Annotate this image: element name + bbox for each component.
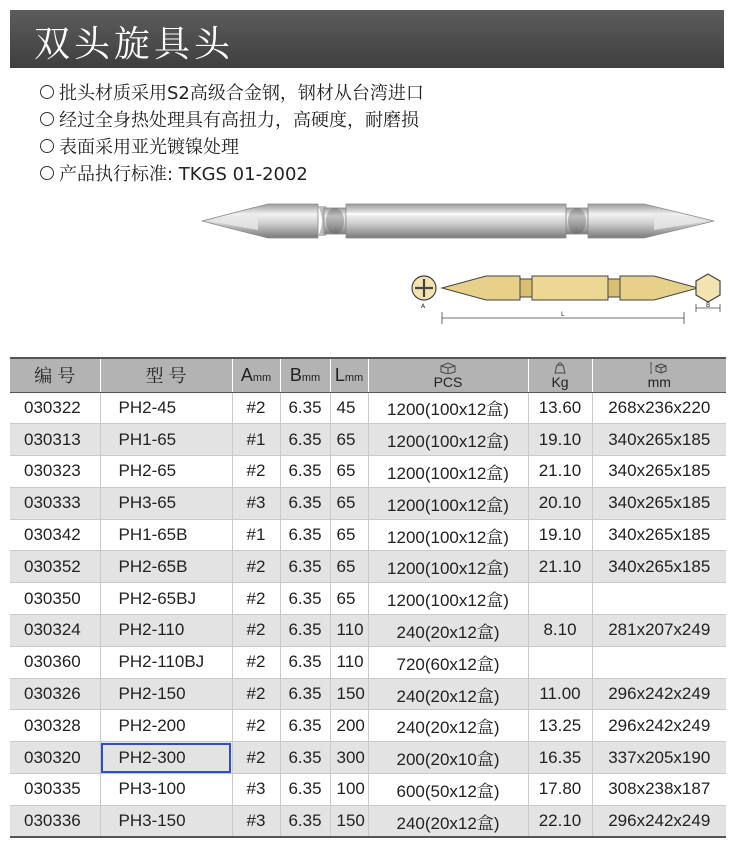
cell-kg[interactable]: 21.10: [528, 551, 592, 583]
cell-pcs[interactable]: 1200(100x12盒): [368, 551, 528, 583]
table-row[interactable]: [10, 615, 726, 647]
cell-kg[interactable]: 22.10: [528, 805, 592, 837]
cell-a[interactable]: #2: [232, 646, 280, 678]
cell-b[interactable]: 6.35: [280, 742, 330, 774]
header-l-label: L: [334, 364, 345, 385]
cell-a[interactable]: #3: [232, 487, 280, 519]
cell-b[interactable]: 6.35: [280, 710, 330, 742]
table-row[interactable]: [10, 710, 726, 742]
cell-model[interactable]: PH2-65BJ: [100, 583, 232, 615]
cell-model[interactable]: PH1-65B: [100, 519, 232, 551]
cell-model[interactable]: PH3-100: [100, 774, 232, 806]
header-pcs-label: PCS: [433, 373, 463, 390]
cell-code[interactable]: 030322: [10, 392, 100, 424]
cell-pcs[interactable]: 1200(100x12盒): [368, 392, 528, 424]
cell-mm[interactable]: 340x265x185: [592, 487, 726, 519]
cell-pcs[interactable]: 240(20x12盒): [368, 615, 528, 647]
cell-model[interactable]: PH3-150: [100, 805, 232, 837]
cell-b[interactable]: 6.35: [280, 678, 330, 710]
cell-pcs[interactable]: 1200(100x12盒): [368, 456, 528, 488]
cell-b[interactable]: 6.35: [280, 615, 330, 647]
cell-model[interactable]: PH2-110: [100, 615, 232, 647]
title-bar: [10, 10, 724, 68]
cell-mm[interactable]: 340x265x185: [592, 456, 726, 488]
cell-kg[interactable]: 16.35: [528, 742, 592, 774]
circle-bullet-icon: [40, 139, 54, 153]
cell-pcs[interactable]: 600(50x12盒): [368, 774, 528, 806]
cell-mm[interactable]: [592, 646, 726, 678]
cell-kg[interactable]: 21.10: [528, 456, 592, 488]
cell-code[interactable]: 030326: [10, 678, 100, 710]
cell-l[interactable]: 200: [330, 710, 368, 742]
cell-mm[interactable]: 296x242x249: [592, 805, 726, 837]
cell-model[interactable]: PH2-110BJ: [100, 646, 232, 678]
cell-kg[interactable]: [528, 646, 592, 678]
header-b-unit: mm: [301, 371, 321, 384]
cell-mm[interactable]: 340x265x185: [592, 424, 726, 456]
table-row[interactable]: [10, 774, 726, 806]
cell-model[interactable]: PH2-200: [100, 710, 232, 742]
table-row[interactable]: [10, 551, 726, 583]
cell-mm[interactable]: 296x242x249: [592, 710, 726, 742]
cell-code[interactable]: 030313: [10, 424, 100, 456]
circle-bullet-icon: [40, 112, 54, 126]
cell-model[interactable]: PH1-65: [100, 424, 232, 456]
cell-kg[interactable]: 20.10: [528, 487, 592, 519]
weight-icon: [550, 362, 570, 374]
label-a: A: [421, 303, 426, 310]
cell-code[interactable]: 030323: [10, 456, 100, 488]
cell-l[interactable]: 45: [330, 392, 368, 424]
table-row[interactable]: [10, 646, 726, 678]
cell-a[interactable]: #2: [232, 392, 280, 424]
feature-text: 经过全身热处理具有高扭力，高硬度，耐磨损: [59, 109, 419, 131]
cell-model[interactable]: PH2-45: [100, 392, 232, 424]
cell-a[interactable]: #2: [232, 742, 280, 774]
cell-a[interactable]: #1: [232, 519, 280, 551]
cell-b[interactable]: 6.35: [280, 424, 330, 456]
cell-b[interactable]: 6.35: [280, 774, 330, 806]
cell-code[interactable]: 030324: [10, 615, 100, 647]
cell-model[interactable]: PH2-150: [100, 678, 232, 710]
cell-mm[interactable]: 337x205x190: [592, 742, 726, 774]
table-row[interactable]: [10, 805, 726, 837]
cell-a[interactable]: #2: [232, 456, 280, 488]
feature-text: 产品执行标准: TKGS 01-2002: [59, 163, 308, 185]
label-b: B: [706, 302, 711, 309]
cell-mm[interactable]: 340x265x185: [592, 551, 726, 583]
cell-b[interactable]: 6.35: [280, 646, 330, 678]
feature-list: [40, 78, 424, 186]
spec-table: [10, 357, 726, 838]
cell-pcs[interactable]: 720(60x12盒): [368, 646, 528, 678]
feature-item: [40, 159, 424, 186]
page-title: 双头旋具头: [34, 24, 235, 65]
cell-l[interactable]: 65: [330, 424, 368, 456]
feature-item: [40, 132, 424, 159]
cell-kg[interactable]: 11.00: [528, 678, 592, 710]
cell-mm[interactable]: 268x236x220: [592, 392, 726, 424]
feature-text: 批头材质采用S2高级合金钢，钢材从台湾进口: [59, 82, 424, 104]
table-row[interactable]: [10, 487, 726, 519]
cell-a[interactable]: #2: [232, 615, 280, 647]
cell-l[interactable]: 110: [330, 615, 368, 647]
cell-pcs[interactable]: 240(20x12盒): [368, 805, 528, 837]
cell-mm[interactable]: 340x265x185: [592, 519, 726, 551]
cell-pcs[interactable]: 1200(100x12盒): [368, 424, 528, 456]
table-row[interactable]: [10, 392, 726, 424]
cell-b[interactable]: 6.35: [280, 392, 330, 424]
cell-pcs[interactable]: 1200(100x12盒): [368, 519, 528, 551]
cell-l[interactable]: 65: [330, 487, 368, 519]
header-l-unit: mm: [344, 371, 364, 384]
cell-model[interactable]: PH2-300: [100, 742, 232, 774]
cell-model[interactable]: PH3-65: [100, 487, 232, 519]
cell-pcs[interactable]: 240(20x12盒): [368, 710, 528, 742]
cell-kg[interactable]: 19.10: [528, 424, 592, 456]
header-kg: [528, 358, 592, 392]
cell-mm[interactable]: 281x207x249: [592, 615, 726, 647]
table-header-row: [10, 358, 726, 392]
cell-a[interactable]: #2: [232, 710, 280, 742]
cell-code[interactable]: 030352: [10, 551, 100, 583]
cell-l[interactable]: 65: [330, 519, 368, 551]
header-a-label: A: [240, 364, 253, 385]
cell-code[interactable]: 030333: [10, 487, 100, 519]
cell-kg[interactable]: 17.80: [528, 774, 592, 806]
header-code-label: 编 号: [34, 366, 76, 387]
feature-item: [40, 78, 424, 105]
cell-l[interactable]: 150: [330, 805, 368, 837]
cell-kg[interactable]: 19.10: [528, 519, 592, 551]
cell-mm[interactable]: 296x242x249: [592, 678, 726, 710]
cell-code[interactable]: 030342: [10, 519, 100, 551]
cell-code[interactable]: 030320: [10, 742, 100, 774]
header-code: [10, 358, 100, 392]
cell-a[interactable]: #3: [232, 774, 280, 806]
cell-b[interactable]: 6.35: [280, 551, 330, 583]
header-a: [232, 358, 280, 392]
header-model-label: 型 号: [145, 366, 187, 387]
cell-model[interactable]: PH2-65B: [100, 551, 232, 583]
table-row[interactable]: [10, 519, 726, 551]
cell-b[interactable]: 6.35: [280, 805, 330, 837]
header-mm-label: mm: [647, 373, 671, 390]
cell-kg[interactable]: 13.60: [528, 392, 592, 424]
header-a-unit: mm: [252, 371, 272, 384]
header-mm: [592, 358, 726, 392]
table-row[interactable]: [10, 583, 726, 615]
cell-l[interactable]: 65: [330, 456, 368, 488]
cell-l[interactable]: 65: [330, 583, 368, 615]
header-b-label: B: [289, 364, 302, 385]
cell-pcs[interactable]: 1200(100x12盒): [368, 583, 528, 615]
cell-code[interactable]: 030335: [10, 774, 100, 806]
cell-b[interactable]: 6.35: [280, 456, 330, 488]
cell-a[interactable]: #3: [232, 805, 280, 837]
circle-bullet-icon: [40, 85, 54, 99]
table-row[interactable]: [10, 456, 726, 488]
cell-pcs[interactable]: 1200(100x12盒): [368, 487, 528, 519]
cell-b[interactable]: 6.35: [280, 487, 330, 519]
cell-code[interactable]: 030350: [10, 583, 100, 615]
header-l: [330, 358, 368, 392]
cell-l[interactable]: 65: [330, 551, 368, 583]
cell-kg[interactable]: [528, 583, 592, 615]
label-l: L: [561, 311, 565, 318]
product-photo: [198, 190, 718, 252]
cell-a[interactable]: #1: [232, 424, 280, 456]
circle-bullet-icon: [40, 166, 54, 180]
header-kg-label: Kg: [551, 373, 569, 390]
cell-model[interactable]: PH2-65: [100, 456, 232, 488]
cell-mm[interactable]: [592, 583, 726, 615]
cell-b[interactable]: 6.35: [280, 583, 330, 615]
cell-code[interactable]: 030360: [10, 646, 100, 678]
feature-item: [40, 105, 424, 132]
carton-size-icon: [649, 362, 669, 374]
cell-a[interactable]: #2: [232, 583, 280, 615]
cell-l[interactable]: 300: [330, 742, 368, 774]
header-pcs: [368, 358, 528, 392]
cell-code[interactable]: 030336: [10, 805, 100, 837]
cell-mm[interactable]: 308x238x187: [592, 774, 726, 806]
cell-b[interactable]: 6.35: [280, 519, 330, 551]
cell-kg[interactable]: 8.10: [528, 615, 592, 647]
cell-l[interactable]: 100: [330, 774, 368, 806]
header-model: [100, 358, 232, 392]
cell-l[interactable]: 150: [330, 678, 368, 710]
cell-l[interactable]: 110: [330, 646, 368, 678]
table-body: [10, 392, 726, 837]
cell-a[interactable]: #2: [232, 678, 280, 710]
table-row[interactable]: [10, 678, 726, 710]
feature-text: 表面采用亚光镀镍处理: [59, 136, 239, 158]
phillips-tip-icon: [412, 276, 436, 300]
cell-kg[interactable]: 13.25: [528, 710, 592, 742]
box-icon: [438, 362, 458, 374]
header-b: [280, 358, 330, 392]
cell-pcs[interactable]: 240(20x12盒): [368, 678, 528, 710]
cell-pcs[interactable]: 200(20x10盒): [368, 742, 528, 774]
dimension-schematic: [408, 264, 728, 334]
table-row[interactable]: [10, 742, 726, 774]
cell-a[interactable]: #2: [232, 551, 280, 583]
cell-code[interactable]: 030328: [10, 710, 100, 742]
table-row[interactable]: [10, 424, 726, 456]
